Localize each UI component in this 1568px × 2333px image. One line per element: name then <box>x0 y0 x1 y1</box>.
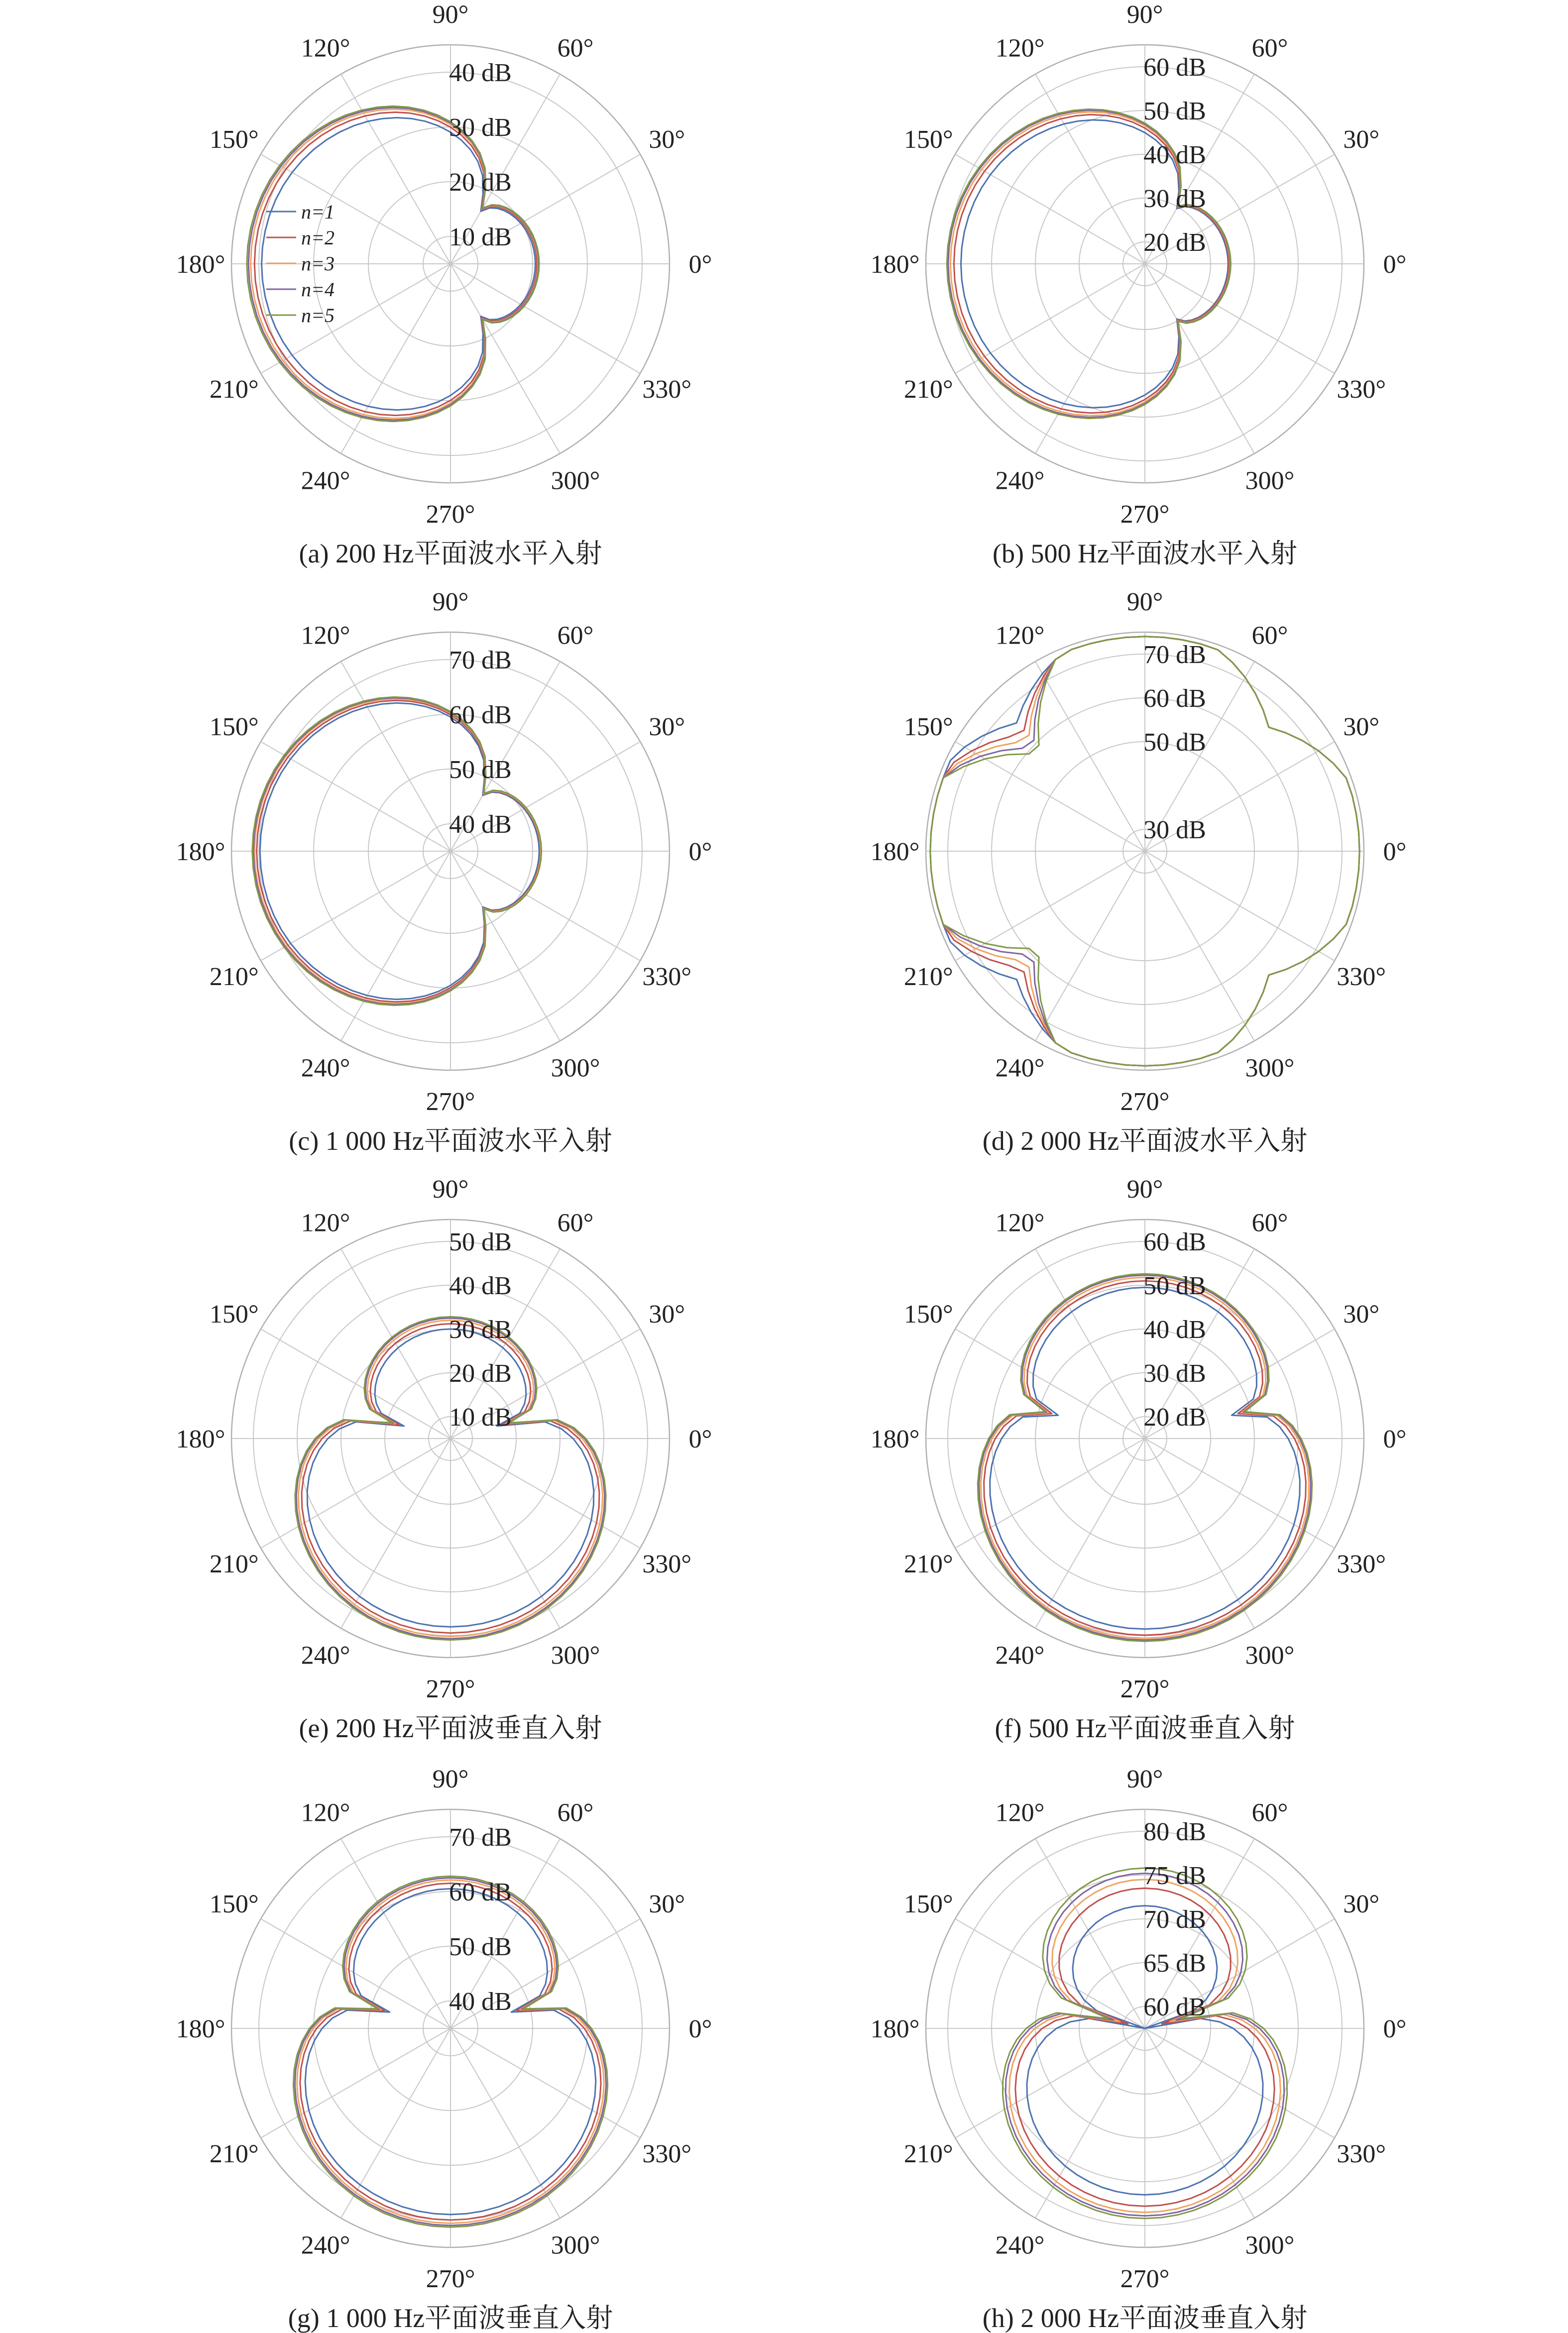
angle-label: 240° <box>995 466 1045 495</box>
angle-label: 60° <box>557 621 594 650</box>
angle-label: 90° <box>1126 588 1163 616</box>
angle-label: 270° <box>1120 500 1170 529</box>
angle-label: 270° <box>1120 2265 1170 2293</box>
legend-entry: n=2 <box>301 226 335 249</box>
panel-caption: (d) 2 000 Hz平面波水平入射 <box>982 1126 1308 1156</box>
radial-tick-label: 60 dB <box>1143 684 1206 713</box>
radial-tick-label: 20 dB <box>449 168 512 197</box>
angle-label: 210° <box>903 2140 953 2168</box>
angle-label: 150° <box>903 125 953 154</box>
angle-label: 150° <box>903 1300 953 1329</box>
angle-label: 270° <box>426 500 475 529</box>
angle-label: 30° <box>649 125 685 154</box>
angle-label: 120° <box>301 34 350 63</box>
angle-label: 60° <box>1251 1798 1288 1827</box>
radial-tick-label: 50 dB <box>1143 97 1206 125</box>
angle-label: 270° <box>1120 1675 1170 1703</box>
radial-tick-label: 65 dB <box>1143 1949 1206 1978</box>
angle-label: 300° <box>1245 1641 1295 1670</box>
angle-label: 210° <box>903 963 953 991</box>
panel-caption: (f) 500 Hz平面波垂直入射 <box>995 1713 1295 1743</box>
angle-label: 60° <box>1251 1209 1288 1237</box>
angle-label: 300° <box>551 1641 600 1670</box>
angle-label: 0° <box>688 838 712 866</box>
radial-tick-label: 50 dB <box>449 1228 512 1256</box>
angle-label: 180° <box>870 1425 920 1453</box>
angle-label: 270° <box>426 2265 475 2293</box>
radial-tick-label: 30 dB <box>449 1316 512 1344</box>
radial-tick-label: 10 dB <box>449 1403 512 1432</box>
radial-tick-label: 75 dB <box>1143 1862 1206 1890</box>
angle-label: 330° <box>1337 375 1386 404</box>
angle-label: 90° <box>1126 1765 1163 1793</box>
angle-label: 210° <box>209 1550 259 1578</box>
radial-tick-label: 70 dB <box>1143 641 1206 669</box>
panel-caption: (c) 1 000 Hz平面波水平入射 <box>289 1126 612 1156</box>
angle-label: 330° <box>1337 963 1386 991</box>
angle-label: 150° <box>209 1300 259 1329</box>
angle-label: 300° <box>551 2231 600 2260</box>
angle-label: 180° <box>870 2015 920 2043</box>
radial-tick-label: 20 dB <box>449 1359 512 1388</box>
radial-tick-label: 30 dB <box>1143 1359 1206 1388</box>
angle-label: 210° <box>209 375 259 404</box>
angle-label: 150° <box>209 125 259 154</box>
angle-label: 60° <box>557 1798 594 1827</box>
angle-label: 180° <box>176 250 225 279</box>
angle-label: 330° <box>642 1550 692 1578</box>
radial-tick-label: 10 dB <box>449 223 512 251</box>
angle-label: 90° <box>432 0 469 29</box>
angle-label: 30° <box>649 713 685 741</box>
angle-label: 150° <box>209 1890 259 1918</box>
radial-tick-label: 40 dB <box>1143 1316 1206 1344</box>
angle-label: 150° <box>903 1890 953 1918</box>
angle-label: 120° <box>301 1209 350 1237</box>
radial-tick-label: 60 dB <box>1143 1228 1206 1256</box>
angle-label: 0° <box>688 1425 712 1453</box>
angle-label: 270° <box>426 1088 475 1116</box>
angle-label: 90° <box>1126 0 1163 29</box>
radial-tick-label: 60 dB <box>1143 1993 1206 2021</box>
panel-caption: (h) 2 000 Hz平面波垂直入射 <box>982 2303 1308 2333</box>
angle-label: 60° <box>557 1209 594 1237</box>
angle-label: 210° <box>209 2140 259 2168</box>
angle-label: 180° <box>176 838 225 866</box>
legend-entry: n=1 <box>301 201 335 223</box>
angle-label: 0° <box>1383 250 1407 279</box>
angle-label: 330° <box>642 375 692 404</box>
radial-tick-label: 30 dB <box>1143 816 1206 844</box>
angle-label: 300° <box>551 466 600 495</box>
radial-tick-label: 40 dB <box>1143 141 1206 169</box>
radial-tick-label: 30 dB <box>1143 185 1206 213</box>
panel-caption: (a) 200 Hz平面波水平入射 <box>299 539 602 568</box>
radial-tick-label: 50 dB <box>449 1933 512 1961</box>
radial-tick-label: 70 dB <box>1143 1905 1206 1934</box>
radial-tick-label: 30 dB <box>449 113 512 142</box>
radial-tick-label: 40 dB <box>449 810 512 839</box>
angle-label: 0° <box>688 250 712 279</box>
angle-label: 60° <box>1251 621 1288 650</box>
angle-label: 90° <box>432 1175 469 1204</box>
angle-label: 330° <box>1337 1550 1386 1578</box>
angle-label: 120° <box>995 1798 1045 1827</box>
angle-label: 300° <box>1245 466 1295 495</box>
angle-label: 240° <box>301 466 350 495</box>
angle-label: 30° <box>1343 1890 1380 1918</box>
angle-label: 270° <box>1120 1088 1170 1116</box>
angle-label: 150° <box>903 713 953 741</box>
angle-label: 330° <box>642 963 692 991</box>
angle-label: 330° <box>642 2140 692 2168</box>
angle-label: 120° <box>995 34 1045 63</box>
radial-tick-label: 50 dB <box>449 756 512 784</box>
angle-label: 30° <box>649 1890 685 1918</box>
angle-label: 270° <box>426 1675 475 1703</box>
panel-caption: (e) 200 Hz平面波垂直入射 <box>299 1713 602 1743</box>
angle-label: 0° <box>1383 2015 1407 2043</box>
angle-label: 30° <box>1343 125 1380 154</box>
angle-label: 180° <box>176 1425 225 1453</box>
radial-tick-label: 20 dB <box>1143 228 1206 257</box>
angle-label: 120° <box>995 621 1045 650</box>
angle-label: 90° <box>1126 1175 1163 1204</box>
radial-tick-label: 70 dB <box>449 646 512 674</box>
angle-label: 300° <box>1245 2231 1295 2260</box>
angle-label: 240° <box>301 2231 350 2260</box>
angle-label: 180° <box>870 838 920 866</box>
legend-entry: n=5 <box>301 304 335 327</box>
radial-tick-label: 50 dB <box>1143 1272 1206 1300</box>
angle-label: 240° <box>995 2231 1045 2260</box>
angle-label: 240° <box>995 1054 1045 1083</box>
angle-label: 60° <box>557 34 594 63</box>
panel-caption: (b) 500 Hz平面波水平入射 <box>993 539 1297 568</box>
angle-label: 300° <box>551 1054 600 1083</box>
angle-label: 30° <box>649 1300 685 1329</box>
angle-label: 150° <box>209 713 259 741</box>
angle-label: 0° <box>1383 1425 1407 1453</box>
angle-label: 330° <box>1337 2140 1386 2168</box>
angle-label: 300° <box>1245 1054 1295 1083</box>
radial-tick-label: 70 dB <box>449 1823 512 1852</box>
panel-caption: (g) 1 000 Hz平面波垂直入射 <box>288 2303 613 2333</box>
angle-label: 210° <box>903 375 953 404</box>
angle-label: 120° <box>995 1209 1045 1237</box>
angle-label: 90° <box>432 1765 469 1793</box>
radial-tick-label: 80 dB <box>1143 1818 1206 1846</box>
legend-entry: n=4 <box>301 278 335 301</box>
angle-label: 120° <box>301 621 350 650</box>
angle-label: 30° <box>1343 1300 1380 1329</box>
radial-tick-label: 50 dB <box>1143 728 1206 757</box>
radial-tick-label: 60 dB <box>449 701 512 729</box>
angle-label: 210° <box>209 963 259 991</box>
angle-label: 90° <box>432 588 469 616</box>
angle-label: 30° <box>1343 713 1380 741</box>
radial-tick-label: 40 dB <box>449 1272 512 1300</box>
angle-label: 120° <box>301 1798 350 1827</box>
legend-entry: n=3 <box>301 252 335 275</box>
angle-label: 240° <box>995 1641 1045 1670</box>
radial-tick-label: 60 dB <box>449 1878 512 1906</box>
angle-label: 240° <box>301 1641 350 1670</box>
radial-tick-label: 40 dB <box>449 1988 512 2016</box>
angle-label: 60° <box>1251 34 1288 63</box>
angle-label: 0° <box>688 2015 712 2043</box>
angle-label: 0° <box>1383 838 1407 866</box>
angle-label: 210° <box>903 1550 953 1578</box>
angle-label: 240° <box>301 1054 350 1083</box>
radial-tick-label: 60 dB <box>1143 53 1206 82</box>
angle-label: 180° <box>870 250 920 279</box>
radial-tick-label: 40 dB <box>449 59 512 87</box>
angle-label: 180° <box>176 2015 225 2043</box>
radial-tick-label: 20 dB <box>1143 1403 1206 1432</box>
